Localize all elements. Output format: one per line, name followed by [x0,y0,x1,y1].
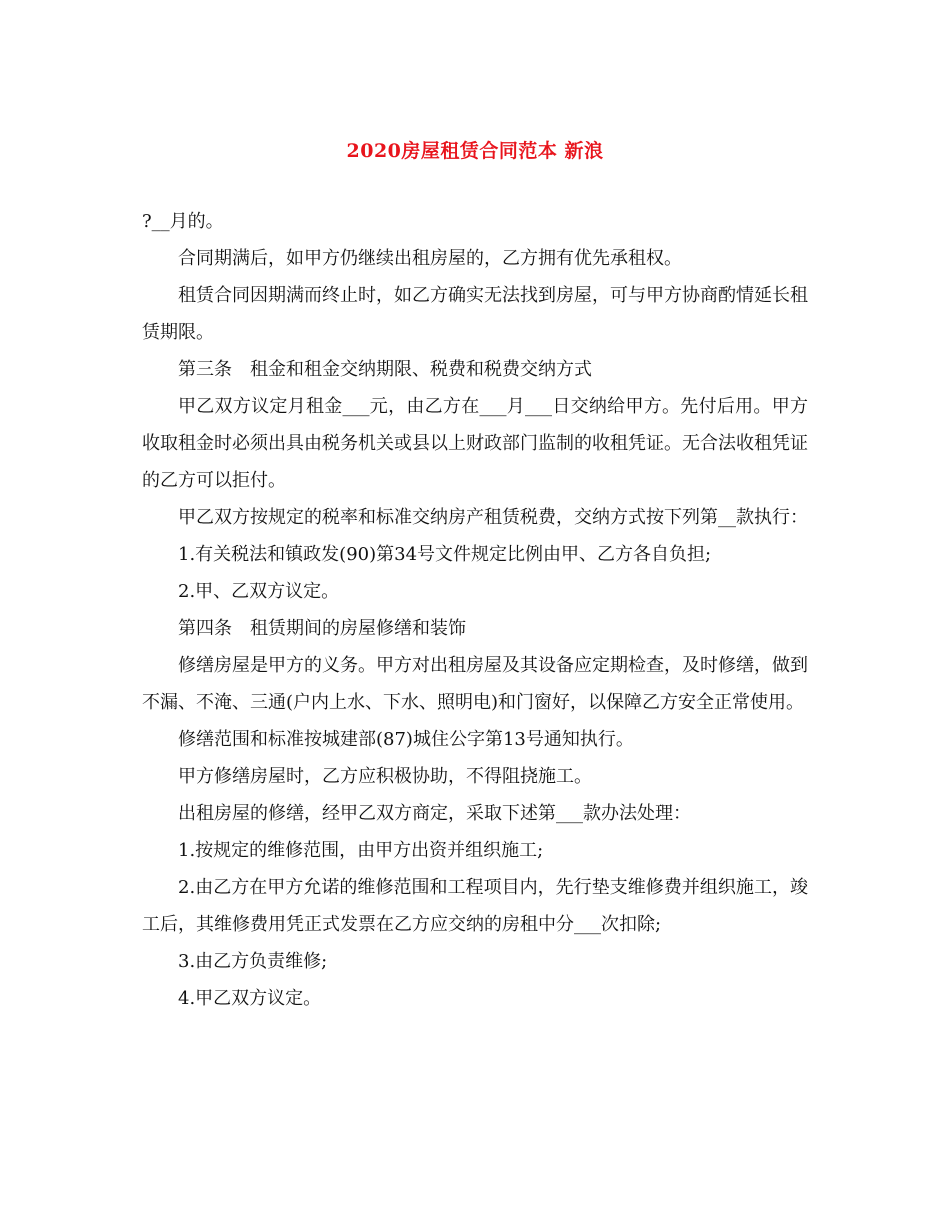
paragraph-3: 租赁合同因期满而终止时，如乙方确实无法找到房屋，可与甲方协商酌情延长租赁期限。 [142,285,808,343]
paragraph-12: 甲方修缮房屋时，乙方应积极协助，不得阻挠施工。 [178,766,592,787]
paragraph-2: 合同期满后，如甲方仍继续出租房屋的，乙方拥有优先承租权。 [178,248,682,269]
document-body [142,203,808,1017]
list-item-repair-1: 1.按规定的维修范围，由甲方出资并组织施工; [178,840,544,861]
list-item-tax-1: 1.有关税法和镇政发(90)第34号文件规定比例由甲、乙方各自负担; [178,544,712,565]
paragraph-13: 出租房屋的修缮，经甲乙双方商定，采取下述第___款办法处理： [178,803,691,824]
list-item-repair-2: 2.由乙方在甲方允诺的维修范围和工程项目内，先行垫支维修费并组织施工，竣工后，其维修费用凭正式发票在乙方应交纳的房租中分___次扣除; [142,877,808,935]
list-item-repair-4: 4.甲乙双方议定。 [178,988,322,1009]
paragraph-1: ?__月的。 [142,211,224,232]
list-item-tax-2: 2.甲、乙双方议定。 [178,581,340,602]
section-heading-4: 第四条 租赁期间的房屋修缮和装饰 [178,618,466,639]
section-heading-3: 第三条 租金和租金交纳期限、税费和税费交纳方式 [178,359,592,380]
list-item-repair-3: 3.由乙方负责维修; [178,951,328,972]
paragraph-11: 修缮范围和标准按城建部(87)城住公字第13号通知执行。 [178,729,634,750]
paragraph-5: 甲乙双方议定月租金___元，由乙方在___月___日交纳给甲方。先付后用。甲方收取租金时必须出具由税务机关或县以上财政部门监制的收租凭证。无合法收租凭证的乙方可以拒付。 [142,396,808,491]
paragraph-6: 甲乙双方按规定的税率和标准交纳房产租赁税费，交纳方式按下列第__款执行： [178,507,808,528]
document-title: 2020房屋租赁合同范本 新浪 [346,140,604,162]
paragraph-10: 修缮房屋是甲方的义务。甲方对出租房屋及其设备应定期检查，及时修缮，做到不漏、不淹、三通(户内上水、下水、照明电)和门窗好，以保障乙方安全正常使用。 [142,655,808,713]
